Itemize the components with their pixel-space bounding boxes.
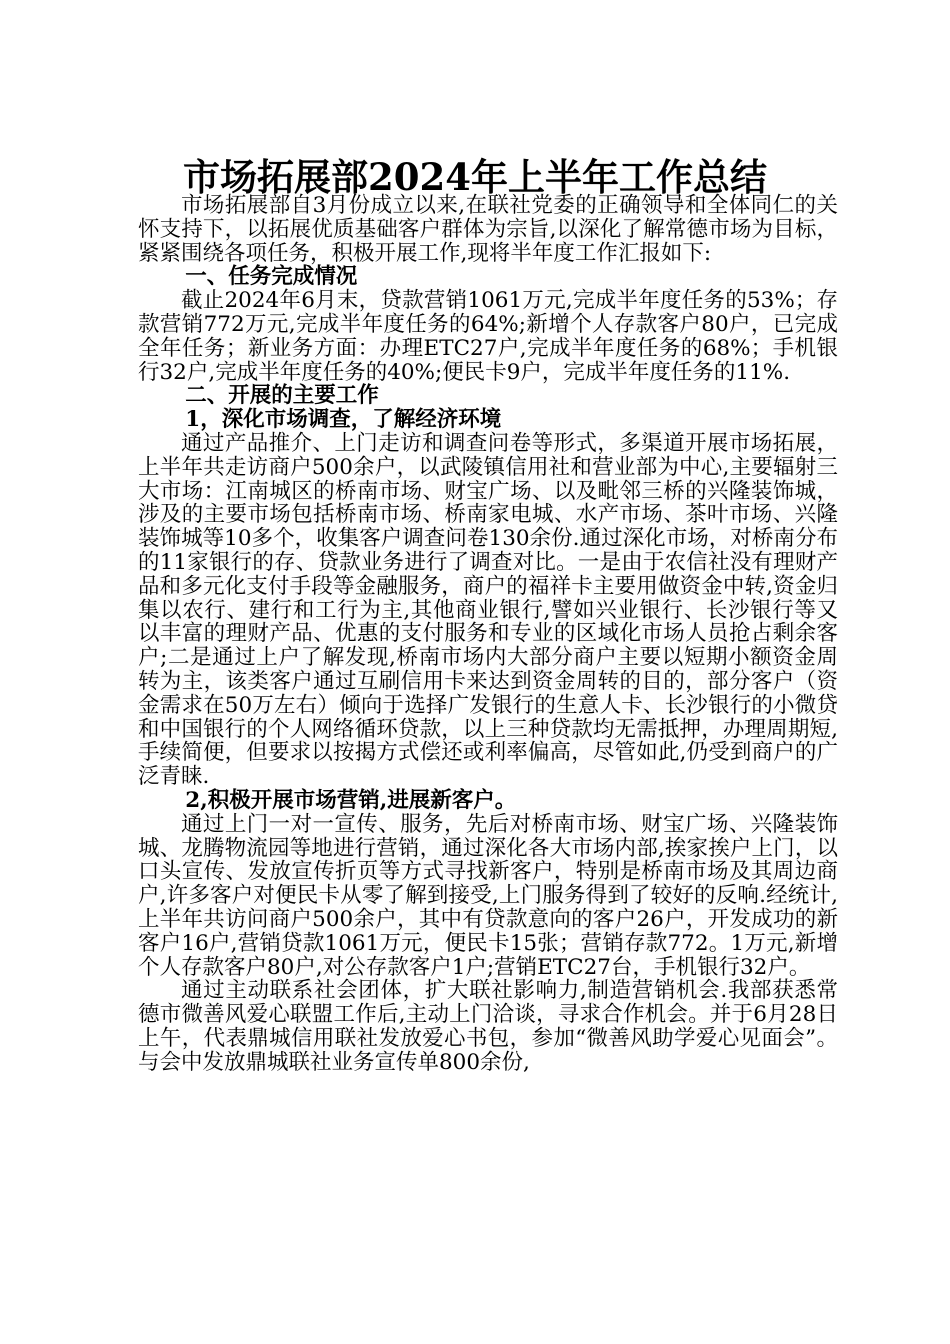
intro-paragraph: 市场拓展部自3月份成立以来,在联社党委的正确领导和全体同仁的关怀支持下，以拓展优质基础客户群体为宗旨,以深化了解常德市场为目标，紧紧围绕各项任务，积极开展工作,现将半年度工作汇报如下: xyxy=(138,193,838,266)
section-heading-task-completion: 一、任务完成情况 xyxy=(185,264,358,290)
section-heading-main-work: 二、开展的主要工作 xyxy=(185,383,379,409)
social-groups-paragraph: 通过主动联系社会团体，扩大联社影响力,制造营销机会.我部获悉常德市微善风爱心联盟工作后,主动上门洽谈，寻求合作机会。并于6月28日上午，代表鼎城信用联社发放爱心书包，参加“微善风助学爱心见面会”。与会中发放鼎城联社业务宣传单800余份, xyxy=(138,978,838,1075)
document-body xyxy=(138,194,838,1074)
task-completion-paragraph: 截止2024年6月末，贷款营销1061万元,完成半年度任务的53%；存款营销772万元,完成半年度任务的64%;新增个人存款客户80户，已完成全年任务；新业务方面：办理ETC27户,完成半年度任务的68%；手机银行32户,完成半年度任务的40%;便民卡9户，完成半年度任务的11%. xyxy=(138,288,838,385)
document-title: 市场拓展部2024年上半年工作总结 xyxy=(183,154,767,199)
marketing-paragraph: 通过上门一对一宣传、服务，先后对桥南市场、财宝广场、兴隆装饰城、龙腾物流园等地进行营销，通过深化各大市场内部,挨家挨户上门，以口头宣传、发放宣传折页等方式寻找新客户，特别是桥南市场及其周边商户,许多客户对便民卡从零了解到接受,上门服务得到了较好的反响.经统计,上半年共访问商户500余户，其中有贷款意向的客户26户，开发成功的新客户16户,营销贷款1061万元，便民卡15张；营销存款772。1万元,新增个人存款客户80户,对公存款客户1户;营销ETC27台，手机银行32户。 xyxy=(138,811,838,980)
subsection-heading-market-survey: 1，深化市场调查，了解经济环境 xyxy=(185,407,502,433)
subsection-heading-marketing: 2,积极开展市场营销,进展新客户。 xyxy=(185,787,517,813)
market-survey-paragraph: 通过产品推介、上门走访和调查问卷等形式，多渠道开展市场拓展，上半年共走访商户500余户，以武陵镇信用社和营业部为中心,主要辐射三大市场：江南城区的桥南市场、财宝广场、以及毗邻三桥的兴隆装饰城，涉及的主要市场包括桥南市场、桥南家电城、水产市场、茶叶市场、兴隆装饰城等10多个，收集客户调查问卷130余份.通过深化市场，对桥南分布的11家银行的存、贷款业务进行了调查对比。一是由于农信社没有理财产品和多元化支付手段等金融服务，商户的福祥卡主要用做资金中转,资金归集以农行、建行和工行为主,其他商业银行,譬如兴业银行、长沙银行等又以丰富的理财产品、优惠的支付服务和专业的区域化市场人员抢占剩余客户;二是通过上户了解发现,桥南市场内大部分商户主要以短期小额资金周转为主，该类客户通过互刷信用卡来达到资金周转的目的，部分客户（资金需求在50万左右）倾向于选择广发银行的生意人卡、长沙银行的小微贷和中国银行的个人网络循环贷款，以上三种贷款均无需抵押，办理周期短,手续简便，但要求以按揭方式偿还或利率偏高，尽管如此,仍受到商户的广泛青睐. xyxy=(138,430,838,790)
